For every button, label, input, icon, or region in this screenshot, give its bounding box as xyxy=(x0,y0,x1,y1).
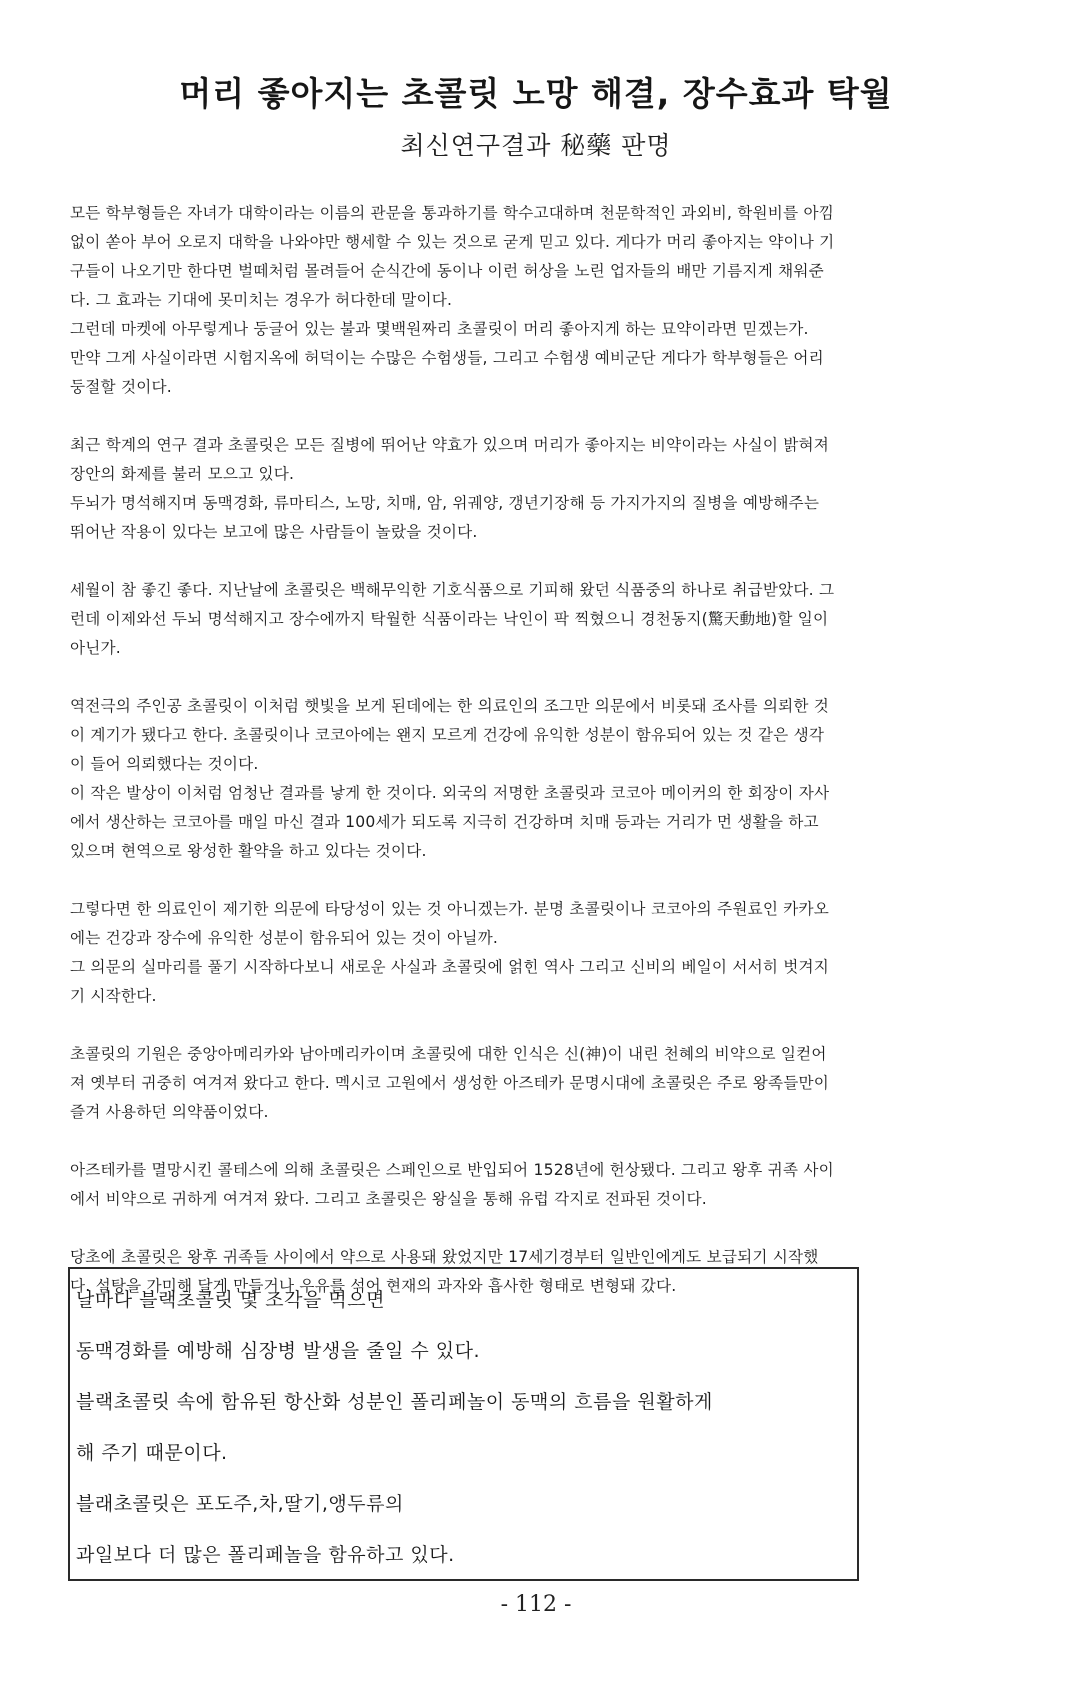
article-body xyxy=(70,199,1000,1330)
paragraph-line: 당초에 초콜릿은 왕후 귀족들 사이에서 약으로 사용돼 왔었지만 17세기경부터 일반인에게도 보급되기 시작했 xyxy=(70,1248,819,1266)
paragraph-line: 다. 그 효과는 기대에 못미치는 경우가 허다한데 말이다. xyxy=(70,291,453,309)
paragraph-line: 져 옛부터 귀중히 여겨져 왔다고 한다. 멕시코 고원에서 생성한 아즈테카 문명시대에 초콜릿은 주로 왕족들만이 xyxy=(70,1074,830,1092)
paragraph-line: 에서 생산하는 코코아를 매일 마신 결과 100세가 되도록 지극히 건강하며 치매 등과는 거리가 먼 생활을 하고 xyxy=(70,813,819,831)
summary-box-line: 날마다 블랙초콜릿 몇 조각을 먹으면 xyxy=(76,1289,385,1311)
paragraph-line: 다. 설탕을 가미해 달게 만들거나 우유를 섞어 현재의 과자와 흡사한 형태로 변형돼 갔다. xyxy=(70,1277,677,1295)
article-subtitle: 최신연구결과 秘藥 판명 xyxy=(400,131,672,160)
paragraph-line: 최근 학계의 연구 결과 초콜릿은 모든 질병에 뛰어난 약효가 있으며 머리가 좋아지는 비약이라는 사실이 밝혀져 xyxy=(70,436,830,454)
paragraph-line: 있으며 현역으로 왕성한 활약을 하고 있다는 것이다. xyxy=(70,842,427,860)
summary-box-line: 동맥경화를 예방해 심장병 발생을 줄일 수 있다. xyxy=(76,1340,481,1362)
paragraph xyxy=(70,431,1000,547)
paragraph-line: 그런데 마켓에 아무렇게나 둥글어 있는 불과 몇백원짜리 초콜릿이 머리 좋아지게 하는 묘약이라면 믿겠는가. xyxy=(70,320,809,338)
paragraph xyxy=(70,1156,1000,1214)
paragraph-line: 없이 쏟아 부어 오로지 대학을 나와야만 행세할 수 있는 것으로 굳게 믿고 있다. 게다가 머리 좋아지는 약이나 기 xyxy=(70,233,835,251)
paragraph-line: 장안의 화제를 불러 모으고 있다. xyxy=(70,465,295,483)
paragraph-line: 아닌가. xyxy=(70,639,121,657)
article-title: 머리 좋아지는 초콜릿 노망 해결, 장수효과 탁월 xyxy=(179,74,893,113)
paragraph-line: 만약 그게 사실이라면 시험지옥에 허덕이는 수많은 수험생들, 그리고 수험생 예비군단 게다가 학부형들은 어리 xyxy=(70,349,824,367)
paragraph-line: 에서 비약으로 귀하게 여겨져 왔다. 그리고 초콜릿은 왕실을 통해 유럽 각지로 전파된 것이다. xyxy=(70,1190,707,1208)
paragraph-line: 세월이 참 좋긴 좋다. 지난날에 초콜릿은 백해무익한 기호식품으로 기피해 왔던 식품중의 하나로 취급받았다. 그 xyxy=(70,581,835,599)
summary-box xyxy=(68,1267,859,1581)
summary-box-line: 해 주기 때문이다. xyxy=(76,1442,228,1464)
paragraph-line: 이 작은 발상이 이처럼 엄청난 결과를 낳게 한 것이다. 외국의 저명한 초콜릿과 코코아 메이커의 한 회장이 자사 xyxy=(70,784,830,802)
paragraph-line: 그렇다면 한 의료인이 제기한 의문에 타당성이 있는 것 아니겠는가. 분명 초콜릿이나 코코아의 주원료인 카카오 xyxy=(70,900,830,918)
paragraph-line: 즐겨 사용하던 의약품이었다. xyxy=(70,1103,269,1121)
summary-box-line: 과일보다 더 많은 폴리페놀을 함유하고 있다. xyxy=(76,1544,455,1566)
paragraph-line: 구들이 나오기만 한다면 벌떼처럼 몰려들어 순식간에 동이나 이런 허상을 노린 업자들의 배만 기름지게 채워준 xyxy=(70,262,824,280)
page-number: - 112 - xyxy=(500,1592,572,1617)
paragraph-line: 그 의문의 실마리를 풀기 시작하다보니 새로운 사실과 초콜릿에 얽힌 역사 그리고 신비의 베일이 서서히 벗겨지 xyxy=(70,958,830,976)
paragraph-line: 런데 이제와선 두뇌 명석해지고 장수에까지 탁월한 식품이라는 낙인이 팍 찍혔으니 경천동지(驚天動地)할 일이 xyxy=(70,610,829,628)
paragraph-line: 두뇌가 명석해지며 동맥경화, 류마티스, 노망, 치매, 암, 위궤양, 갱년기장해 등 가지가지의 질병을 예방해주는 xyxy=(70,494,820,512)
summary-box-line: 블래초콜릿은 포도주,차,딸기,앵두류의 xyxy=(76,1493,404,1515)
paragraph xyxy=(70,199,1000,402)
paragraph xyxy=(70,1040,1000,1127)
paragraph-line: 아즈테카를 멸망시킨 콜테스에 의해 초콜릿은 스페인으로 반입되어 1528년에 헌상됐다. 그리고 왕후 귀족 사이 xyxy=(70,1161,834,1179)
paragraph-line: 이 들어 의뢰했다는 것이다. xyxy=(70,755,259,773)
paragraph-line: 기 시작한다. xyxy=(70,987,157,1005)
paragraph xyxy=(70,692,1000,866)
paragraph-line: 이 계기가 됐다고 한다. 초콜릿이나 코코아에는 왠지 모르게 건강에 유익한 성분이 함유되어 있는 것 같은 생각 xyxy=(70,726,825,744)
paragraph-line: 역전극의 주인공 초콜릿이 이처럼 햇빛을 보게 된데에는 한 의료인의 조그만 의문에서 비롯돼 조사를 의뢰한 것 xyxy=(70,697,830,715)
paragraph-line: 뛰어난 작용이 있다는 보고에 많은 사람들이 놀랐을 것이다. xyxy=(70,523,478,541)
paragraph-line: 모든 학부형들은 자녀가 대학이라는 이름의 관문을 통과하기를 학수고대하며 천문학적인 과외비, 학원비를 아낌 xyxy=(70,204,835,222)
summary-box-line: 블랙초콜릿 속에 함유된 항산화 성분인 폴리페놀이 동맥의 흐름을 원활하게 xyxy=(76,1391,713,1413)
paragraph xyxy=(70,895,1000,1011)
paragraph xyxy=(70,576,1000,663)
paragraph-line: 초콜릿의 기원은 중앙아메리카와 남아메리카이며 초콜릿에 대한 인식은 신(神)이 내린 천혜의 비약으로 일컫어 xyxy=(70,1045,827,1063)
paragraph-line: 둥절할 것이다. xyxy=(70,378,172,396)
paragraph-line: 에는 건강과 장수에 유익한 성분이 함유되어 있는 것이 아닐까. xyxy=(70,929,499,947)
